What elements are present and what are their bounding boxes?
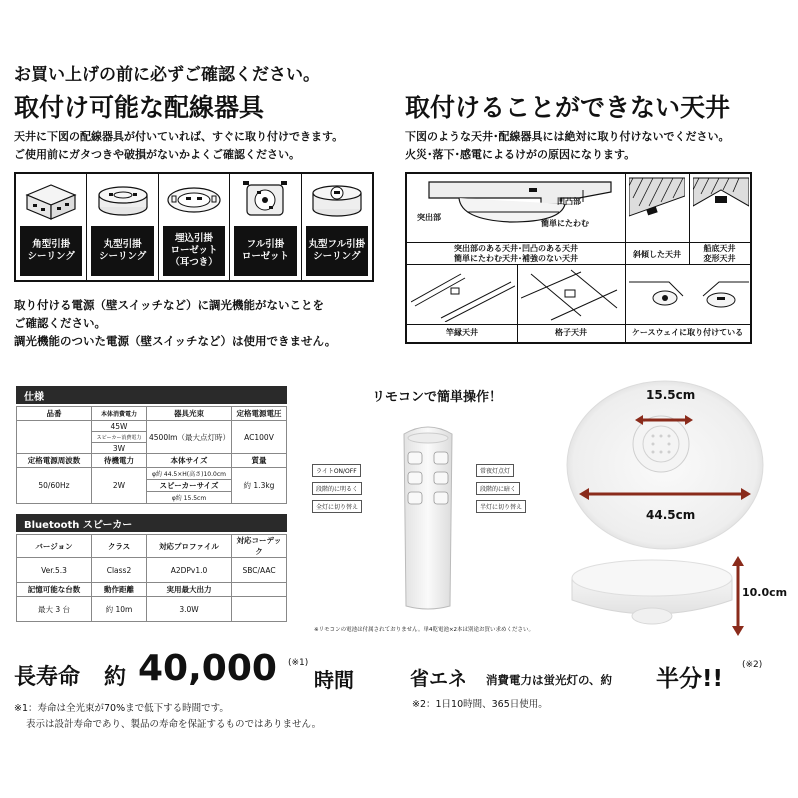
eco-value: 半分!! [656,666,723,692]
remote-title: リモコンで簡単操作！ [372,390,503,405]
spec-head: 定格電源周波数 [17,454,92,468]
spec-cell: φ約 44.5×H(高さ)10.0cm [147,468,232,480]
right-line2: 火災･落下･感電によるけがの原因になります。 [405,148,636,161]
spec-cell: スピーカー消費電力 [92,432,147,443]
bt-cell: A2DPv1.0 [147,558,232,583]
spec-cell: 約 1.3kg [232,468,287,504]
eco-note: ※2：1日10時間、365日使用。 [412,699,548,710]
spec-cell: 50/60Hz [17,468,92,504]
ceiling-light-top-view [565,380,765,550]
remote-footnote: ※リモコンの電池は付属されておりません。単4乾電池×2本は別途お買い求めください。 [314,627,535,633]
lifetime-label: 長寿命 [14,665,81,690]
embedded-rosette-icon [159,174,229,226]
bt-head: クラス [92,535,147,558]
bt-head: 実用最大出力 [147,583,232,597]
bt-cell: 約 10m [92,597,147,622]
fixture-cell [16,174,87,280]
caption-beam: 竿縁天井 [446,328,478,337]
dim-speaker: 15.5cm [646,388,696,402]
eco-text: 消費電力は蛍光灯の、約 [486,673,613,687]
fixture-cell [230,174,301,280]
spec-head: 本体消費電力 [92,407,147,421]
square-ceiling-icon [16,174,86,226]
fixture-table [14,172,374,282]
caption-slope: 斜傾した天井 [633,250,681,259]
spec-head: 待機電力 [92,454,147,468]
right-title: 取付けることができない天井 [405,93,731,122]
remote-label-full: 全灯に切り替え [312,500,362,513]
caption-caseway: ケースウェイに取り付けている [631,328,744,337]
eco-label: 省エネ [410,668,468,690]
fixture-label: 丸型引掛 シーリング [91,226,153,276]
spec-table [16,406,287,504]
bt-cell: SBC/AAC [232,558,287,583]
lifetime-unit: 時間 [314,668,354,692]
bt-head: バージョン [17,535,92,558]
boat-ceiling-icon [693,176,749,240]
beam-ceiling-icon [411,268,515,322]
lifetime-note2: 表示は設計寿命であり、製品の寿命を保証するものではありません。 [26,719,322,730]
label-uneven: 凹凸部 [557,197,581,206]
bt-head: 動作距離 [92,583,147,597]
eco-mark: (※2) [742,660,763,670]
fixture-label: 丸型フル引掛 シーリング [306,226,368,276]
left-note2: ご確認ください。 [14,316,106,330]
spec-head: スピーカーサイズ [147,480,232,492]
fixture-cell [87,174,158,280]
remote-label-brighter: 段階的に明るく [312,482,362,495]
bt-head: 記憶可能な台数 [17,583,92,597]
round-full-ceiling-icon [302,174,372,226]
bt-cell: Ver.5.3 [17,558,92,583]
notice: お買い上げの前に必ずご確認ください。 [14,65,320,85]
fixture-label: フル引掛 ローゼット [234,226,296,276]
ceiling-table [405,172,752,344]
spec-cell: 45W [92,421,147,432]
fixture-cell [159,174,230,280]
spec-cell [17,421,92,454]
bt-cell: Class2 [92,558,147,583]
caption-grid: 格子天井 [555,328,587,337]
grid-ceiling-icon [521,268,621,322]
spec-cell: 3W [92,443,147,454]
remote-label-light-onoff: ライトON/OFF [312,464,361,477]
bt-cell: 最大 3 台 [17,597,92,622]
spec-cell: φ約 15.5cm [147,492,232,504]
label-sag: 簡単にたわむ [541,219,589,228]
remote-label-dimmer: 段階的に暗く [476,482,520,495]
caption-main: 突出部のある天井･凹凸のある天井 簡単にたわむ天井･補強のない天井 [454,244,578,263]
lifetime-value: 40,000 [138,648,277,689]
bt-cell: 3.0W [147,597,232,622]
caption-boat: 船底天井 変形天井 [703,244,736,263]
fixture-cell [302,174,372,280]
lifetime-approx: 約 [104,665,127,690]
bluetooth-table [16,534,287,622]
ceiling-light-side-view [566,552,741,632]
lifetime-note1: ※1：寿命は全光束が70%まで低下する時間です。 [14,703,229,714]
spec-head: 本体サイズ [147,454,232,468]
spec-cell: AC100V [232,421,287,454]
uneven-ceiling-icon [411,176,621,240]
remote-label-night: 常夜灯点灯 [476,464,514,477]
dim-diameter: 44.5cm [646,508,696,522]
caseway-ceiling-icon [629,268,749,322]
right-line1: 下図のような天井･配線器具には絶対に取り付けないでください。 [405,130,730,143]
fixture-label: 埋込引掛 ローゼット （耳つき） [163,226,225,276]
left-line2: ご使用前にガタつきや破損がないかよくご確認ください。 [14,148,300,161]
label-protrusion: 突出部 [417,213,441,222]
sloped-ceiling-icon [629,176,685,240]
left-title: 取付け可能な配線器具 [14,93,265,122]
spec-cell: 2W [92,468,147,504]
remote-label-half: 半灯に切り替え [476,500,526,513]
spec-head: 質量 [232,454,287,468]
bt-head: 対応プロファイル [147,535,232,558]
remote-control-icon [396,420,460,612]
full-rosette-icon [230,174,300,226]
bluetooth-title: Bluetooth スピーカー [16,514,287,532]
left-note1: 取り付ける電源（壁スイッチなど）に調光機能がないことを [14,298,325,312]
spec-title: 仕様 [16,386,287,404]
bt-cell [232,583,287,597]
dim-height: 10.0cm [742,586,788,599]
fixture-label: 角型引掛 シーリング [20,226,82,276]
spec-cell: 4500lm（最大点灯時） [147,421,232,454]
bt-cell [232,597,287,622]
spec-head: 器具光束 [147,407,232,421]
round-ceiling-icon [87,174,157,226]
lifetime-mark: (※1) [288,658,309,668]
left-line1: 天井に下図の配線器具が付いていれば、すぐに取り付けできます。 [14,130,344,143]
left-note3: 調光機能のついた電源（壁スイッチなど）は使用できません。 [14,334,337,348]
bt-head: 対応コーデック [232,535,287,558]
spec-head: 定格電源電圧 [232,407,287,421]
spec-head: 品番 [17,407,92,421]
